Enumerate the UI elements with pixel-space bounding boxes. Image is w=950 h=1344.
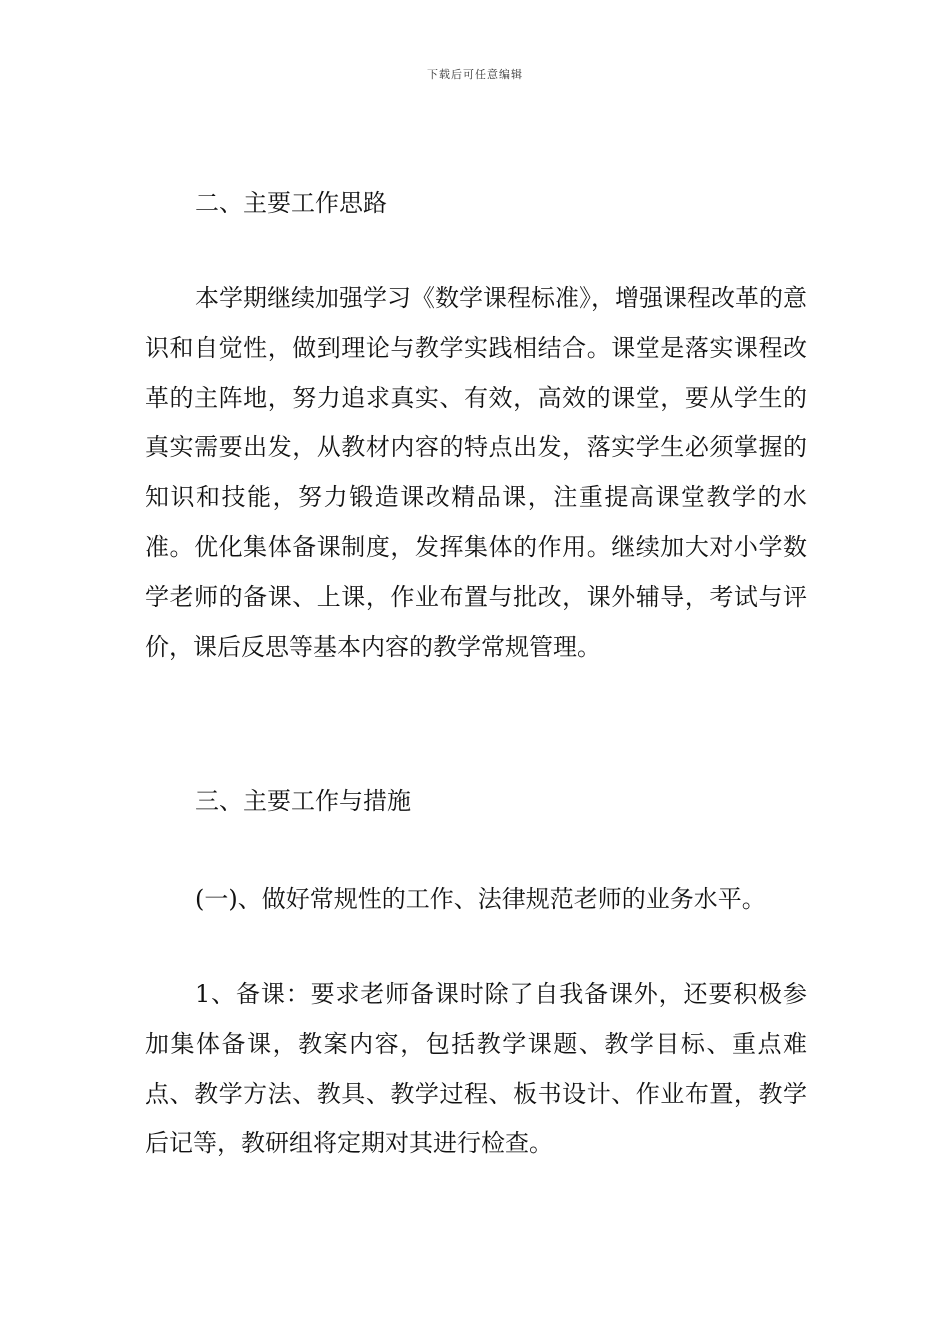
paragraph-lesson-preparation: 1、备课：要求老师备课时除了自我备课外，还要积极参加集体备课，教案内容，包括教学课题、教学目标、重点难点、教学方法、教具、教学过程、板书设计、作业布置，教学后记等，教研组将定期对其进行检查。 <box>145 980 807 1158</box>
subsection-heading-routine-work: (一)、做好常规性的工作、法律规范老师的业务水平。 <box>195 885 766 913</box>
section-heading-work-measures: 三、主要工作与措施 <box>195 787 411 815</box>
page-header-note: 下载后可任意编辑 <box>427 68 523 81</box>
paragraph-main-ideas: 本学期继续加强学习《数学课程标准》，增强课程改革的意识和自觉性，做到理论与教学实践相结合。课堂是落实课程改革的主阵地，努力追求真实、有效，高效的课堂，要从学生的真实需要出发，从教材内容的特点出发，落实学生必须掌握的知识和技能，努力锻造课改精品课，注重提高课堂教学的水准。优化集体备课制度，发挥集体的作用。继续加大对小学数学老师的备课、上课，作业布置与批改，课外辅导，考试与评价，课后反思等基本内容的教学常规管理。 <box>145 284 807 661</box>
section-heading-main-ideas: 二、主要工作思路 <box>195 189 387 217</box>
